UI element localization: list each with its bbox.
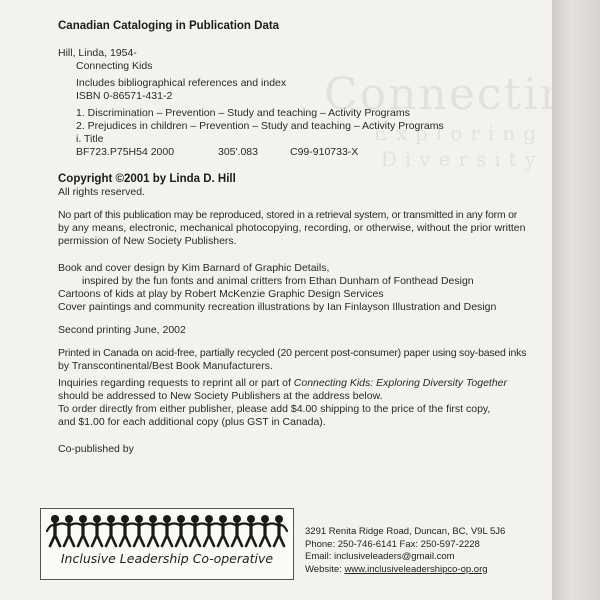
publisher-phone-fax: Phone: 250-746-6141 Fax: 250-597-2228 <box>305 538 480 550</box>
cip-title: Connecting Kids <box>76 60 153 72</box>
website-url: www.inclusiveleadershipco-op.org <box>344 563 488 575</box>
inquiries-book-title: Connecting Kids: Exploring Diversity Together <box>293 377 508 389</box>
publisher-website <box>305 564 550 577</box>
cip-control-number: C99-910733-X <box>290 146 359 158</box>
cip-title-entry: i. Title <box>76 133 104 145</box>
design-credit-2: inspired by the fun fonts and animal critters from Ethan Dunham of Fonthead Design <box>82 275 474 287</box>
notice-line-1: No part of this publication may be reproduced, stored in a retrieval system, or transmitted in any form or <box>58 209 518 221</box>
people-holding-hands-icon <box>45 513 289 549</box>
inquiries-line-2: should be addressed to New Society Publishers at the address below. <box>58 390 383 402</box>
notice-line-2: by any means, electronic, mechanical photocopying, recording, or otherwise, without the prior written <box>58 222 526 234</box>
copublished-label: Co-published by <box>58 443 134 455</box>
cip-heading: Canadian Cataloging in Publication Data <box>58 20 280 32</box>
notice-line-3: permission of New Society Publishers. <box>58 235 237 247</box>
show-through-text: Connecting Exploring Diversity <box>324 69 600 171</box>
order-line-2: and $1.00 for each additional copy (plus GST in Canada). <box>58 416 326 428</box>
printed-line-2: by Transcontinental/Best Book Manufacturers. <box>58 360 273 372</box>
cip-call-number: BF723.P75H54 2000 <box>76 146 175 158</box>
copyright-page-content <box>58 20 538 456</box>
rights-line: All rights reserved. <box>58 186 145 198</box>
cip-subject-1: 1. Discrimination – Prevention – Study and teaching – Activity Programs <box>76 107 410 119</box>
show-through-faint-text <box>58 478 538 506</box>
cip-classification <box>58 146 538 159</box>
cip-notes: Includes bibliographical references and index <box>76 77 287 89</box>
cip-isbn: ISBN 0-86571-431-2 <box>76 90 173 102</box>
publisher-logo <box>40 508 294 580</box>
painting-credit: Cover paintings and community recreation illustrations by Ian Finlayson Illustration and Design <box>58 301 497 313</box>
publisher-address: 3291 Renita Ridge Road, Duncan, BC, V9L 5J6 <box>305 526 506 537</box>
second-printing: Second printing June, 2002 <box>58 324 186 336</box>
cartoon-credit: Cartoons of kids at play by Robert McKenzie Graphic Design Services <box>58 288 384 300</box>
cip-author: Hill, Linda, 1954- <box>58 47 137 59</box>
design-credit-1: Book and cover design by Kim Barnard of Graphic Details, <box>58 262 330 274</box>
inquiries-prefix: Inquiries regarding requests to reprint all or part of <box>58 377 294 389</box>
website-label: Website: <box>305 563 345 575</box>
adjacent-page-edge <box>552 0 600 600</box>
cip-subject-2: 2. Prejudices in children – Prevention – Study and teaching – Activity Programs <box>76 120 444 132</box>
copyright-line: Copyright ©2001 by Linda D. Hill <box>58 173 236 185</box>
printed-line-1: Printed in Canada on acid-free, partially recycled (20 percent post-consumer) paper using soy-based inks <box>58 347 527 359</box>
inquiries-line-1 <box>58 377 538 390</box>
publisher-contact <box>305 526 550 576</box>
publisher-email: Email: inclusiveleaders@gmail.com <box>305 551 455 562</box>
cip-dewey: 305'.083 <box>218 146 258 158</box>
logo-name: Inclusive Leadership Co-operative <box>60 551 274 566</box>
order-line-1: To order directly from either publisher, please add $4.00 shipping to the price of the first copy, <box>58 403 491 415</box>
